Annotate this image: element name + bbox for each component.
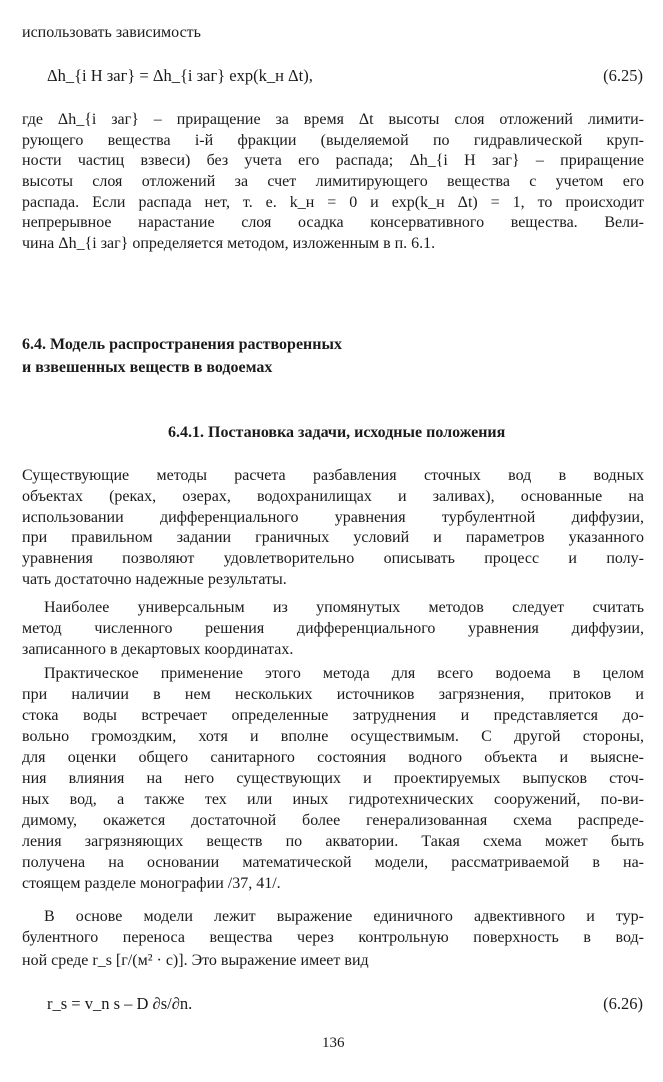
text-line: объектах (реках, озерах, водохранилищах и заливах), основанные на [22, 487, 644, 505]
text-line: для оценки общего санитарного состояния водного объекта и выясне- [22, 749, 644, 766]
subsection-heading: 6.4.1. Постановка задачи, исходные положения [168, 424, 506, 441]
text-line: ной среде r_s [г/(м² · с)]. Это выражение имеет вид [22, 952, 369, 969]
equation-6-26-number: (6.26) [603, 994, 643, 1013]
text-line: стока воды встречает определенные затруднения и представляется до- [22, 707, 644, 724]
paragraph-existing-methods [22, 466, 644, 589]
text-line: стоящем разделе монографии /37, 41/. [22, 875, 281, 892]
intro-line: использовать зависимость [22, 24, 201, 41]
text-line: ных вод, а также тех или иных гидротехнических сооружений, по-ви- [22, 791, 644, 808]
text-line: распада. Если распада нет, т. е. k_н = 0 и exp(k_н Δt) = 1, то происходит [22, 193, 644, 211]
text-line: ления загрязняющих веществ по акватории. Такая схема может быть [22, 833, 644, 850]
paragraph-universal-method [22, 598, 644, 659]
text-line: получена на основании математической модели, рассматриваемой в на- [22, 854, 644, 871]
text-line: высоты слоя отложений за счет лимитирующего вещества с учетом его [22, 173, 644, 191]
text-line: использовании дифференциального уравнения турбулентной диффузии, [22, 508, 644, 526]
text-line: Наиболее универсальным из упомянутых методов следует считать [44, 599, 644, 616]
text-line: димому, окажется достаточной более генерализованная схема распреде- [22, 812, 644, 829]
text-line: уравнения позволяют удовлетворительно описывать процесс и полу- [22, 550, 644, 568]
text-line: Практическое применение этого метода для всего водоема в целом [44, 665, 644, 682]
equation-6-26: r_s = v_n s – D ∂s/∂n. [47, 994, 193, 1013]
text-line: В основе модели лежит выражение единичного адвективного и тур- [44, 908, 644, 925]
text-line: где Δh_{i заг} – приращение за время Δt высоты слоя отложений лимити- [22, 111, 644, 128]
text-line: метод численного решения дифференциального уравнения диффузии, [22, 619, 644, 637]
text-line: при наличии в нем нескольких источников загрязнения, притоков и [22, 686, 644, 703]
text-line: непрерывное нарастание слоя осадка консервативного вещества. Вели- [22, 214, 644, 232]
page-number: 136 [322, 1035, 345, 1051]
section-heading [22, 333, 342, 379]
text-line: Существующие методы расчета разбавления сточных вод в водных [22, 467, 644, 484]
paragraph-definitions [22, 110, 644, 253]
section-heading-line2: и взвешенных веществ в водоемах [22, 359, 273, 376]
text-line: ности частиц взвеси) без учета его распада; Δh_{i Н заг} – приращение [22, 152, 644, 170]
text-line: рующего вещества i-й фракции (выделяемой по гидравлической круп- [22, 131, 644, 149]
section-heading-line1: 6.4. Модель распространения растворенных [22, 336, 342, 353]
text-line: при правильном задании граничных условий и параметров указанного [22, 529, 644, 547]
paragraph-practical-application [22, 664, 644, 893]
paragraph-model-basis [22, 907, 644, 970]
equation-6-25-number: (6.25) [603, 66, 643, 85]
text-line: вольно громоздким, хотя и вполне осуществимым. С другой стороны, [22, 728, 644, 745]
text-line: чина Δh_{i заг} определяется методом, изложенным в п. 6.1. [22, 235, 436, 253]
text-line: ния влияния на него существующих и проектируемых выпусков сточ- [22, 770, 644, 787]
text-line: чать достаточно надежные результаты. [22, 570, 287, 588]
equation-6-25: Δh_{i Н заг} = Δh_{i заг} exp(k_н Δt), [47, 66, 313, 85]
text-line: записанного в декартовых координатах. [22, 640, 294, 658]
text-line: булентного переноса вещества через контрольную поверхность в вод- [22, 929, 644, 946]
